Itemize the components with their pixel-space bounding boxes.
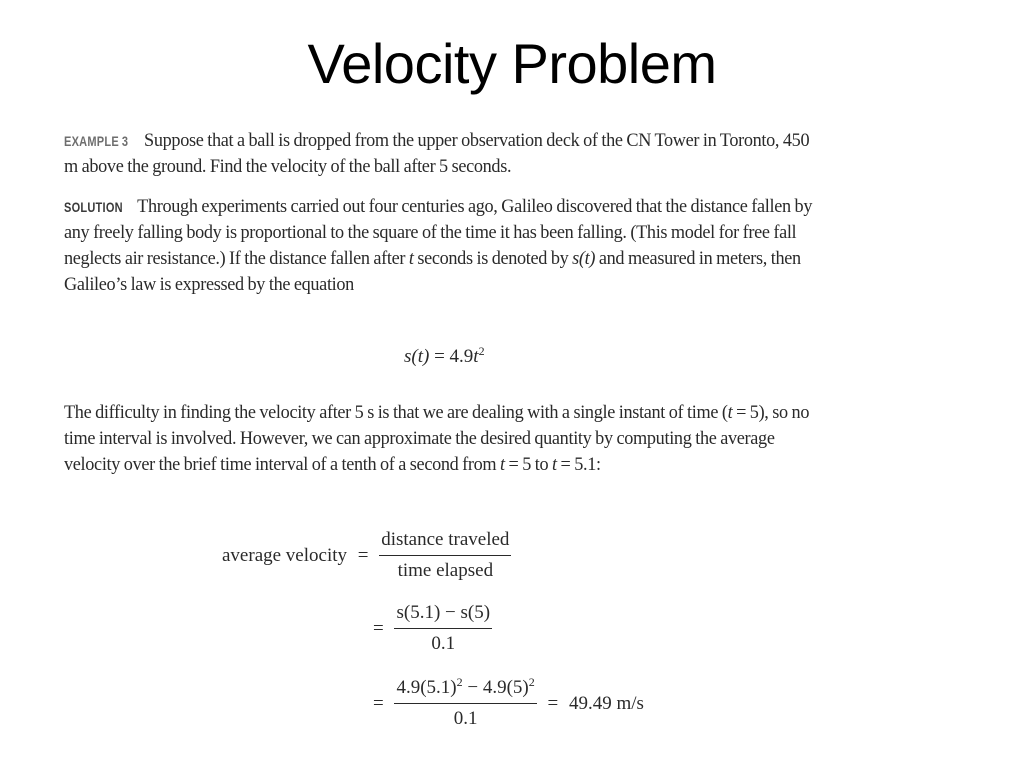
paragraph2-text-4: = 5.1:: [556, 454, 601, 475]
equals-sign: =: [547, 692, 559, 714]
equals-sign: =: [373, 692, 384, 714]
fraction-s-difference: [394, 601, 492, 656]
example-text: Suppose that a ball is dropped from the upper observation deck of the CN Tower in Toronto, 450 m above the ground. Find the velocity of the ball after 5 seconds.: [64, 130, 810, 177]
fraction-numerator: distance traveled: [379, 528, 511, 556]
equation-equals: =: [434, 346, 445, 367]
s-of-t: s(t): [572, 248, 596, 269]
paragraph2-text-3: = 5 to: [504, 454, 553, 475]
fraction-numeric: [394, 676, 536, 731]
exponent-a: 2: [456, 675, 463, 689]
term-a: 4.9(5.1): [396, 677, 457, 698]
fraction-distance-over-time: [379, 528, 511, 583]
example-paragraph: [64, 128, 822, 180]
equation-exponent: 2: [478, 344, 485, 358]
equation-lhs: s(t): [404, 346, 430, 367]
variable-t: t: [500, 454, 505, 475]
solution-label: SOLUTION: [64, 199, 123, 215]
average-velocity-label: average velocity: [222, 544, 348, 566]
equation-coefficient: 4.9: [449, 346, 474, 367]
galileo-equation: [404, 346, 485, 368]
equation-variable: t: [473, 346, 479, 367]
solution-text-1: Through experiments carried out four centuries ago, Galileo discovered that the distance fallen by any freely falling body is proportional to the square of the time it has been falling. (This model for free fall neglects air resistance.) If the distance fallen after: [64, 196, 813, 269]
equals-sign: =: [373, 617, 384, 639]
variable-t: t: [727, 402, 733, 423]
variable-t: t: [552, 454, 557, 475]
variable-t: t: [408, 248, 414, 269]
fraction-denominator: 0.1: [453, 708, 478, 729]
paragraph2-text-2: = 5), so no time interval is involved. However, we can approximate the desired quantity by computing the average velocity over the brief time interval of a tenth of a second from: [64, 402, 810, 475]
derivation-step-1: [222, 528, 511, 583]
equals-sign: =: [357, 544, 369, 566]
example-label: EXAMPLE 3: [64, 133, 129, 149]
derivation-step-2: [373, 601, 492, 656]
exponent-b: 2: [528, 675, 535, 689]
minus-sign: −: [462, 677, 483, 698]
fraction-denominator: 0.1: [431, 633, 456, 654]
solution-text-2: seconds is denoted by: [413, 248, 573, 269]
term-b: 4.9(5): [482, 677, 529, 698]
fraction-numerator: [394, 676, 536, 704]
paragraph2-text-1: The difficulty in finding the velocity after 5 s is that we are dealing with a single instant of time (: [64, 402, 728, 423]
solution-paragraph: [64, 194, 822, 298]
solution-text-3: and measured in meters, then Galileo’s law is expressed by the equation: [64, 248, 801, 295]
result-value: 49.49 m/s: [568, 692, 644, 714]
difficulty-paragraph: [64, 400, 822, 478]
slide-title: Velocity Problem: [307, 32, 717, 95]
fraction-denominator: time elapsed: [397, 560, 494, 581]
derivation-step-3: [373, 676, 644, 731]
fraction-numerator: s(5.1) − s(5): [394, 601, 492, 629]
